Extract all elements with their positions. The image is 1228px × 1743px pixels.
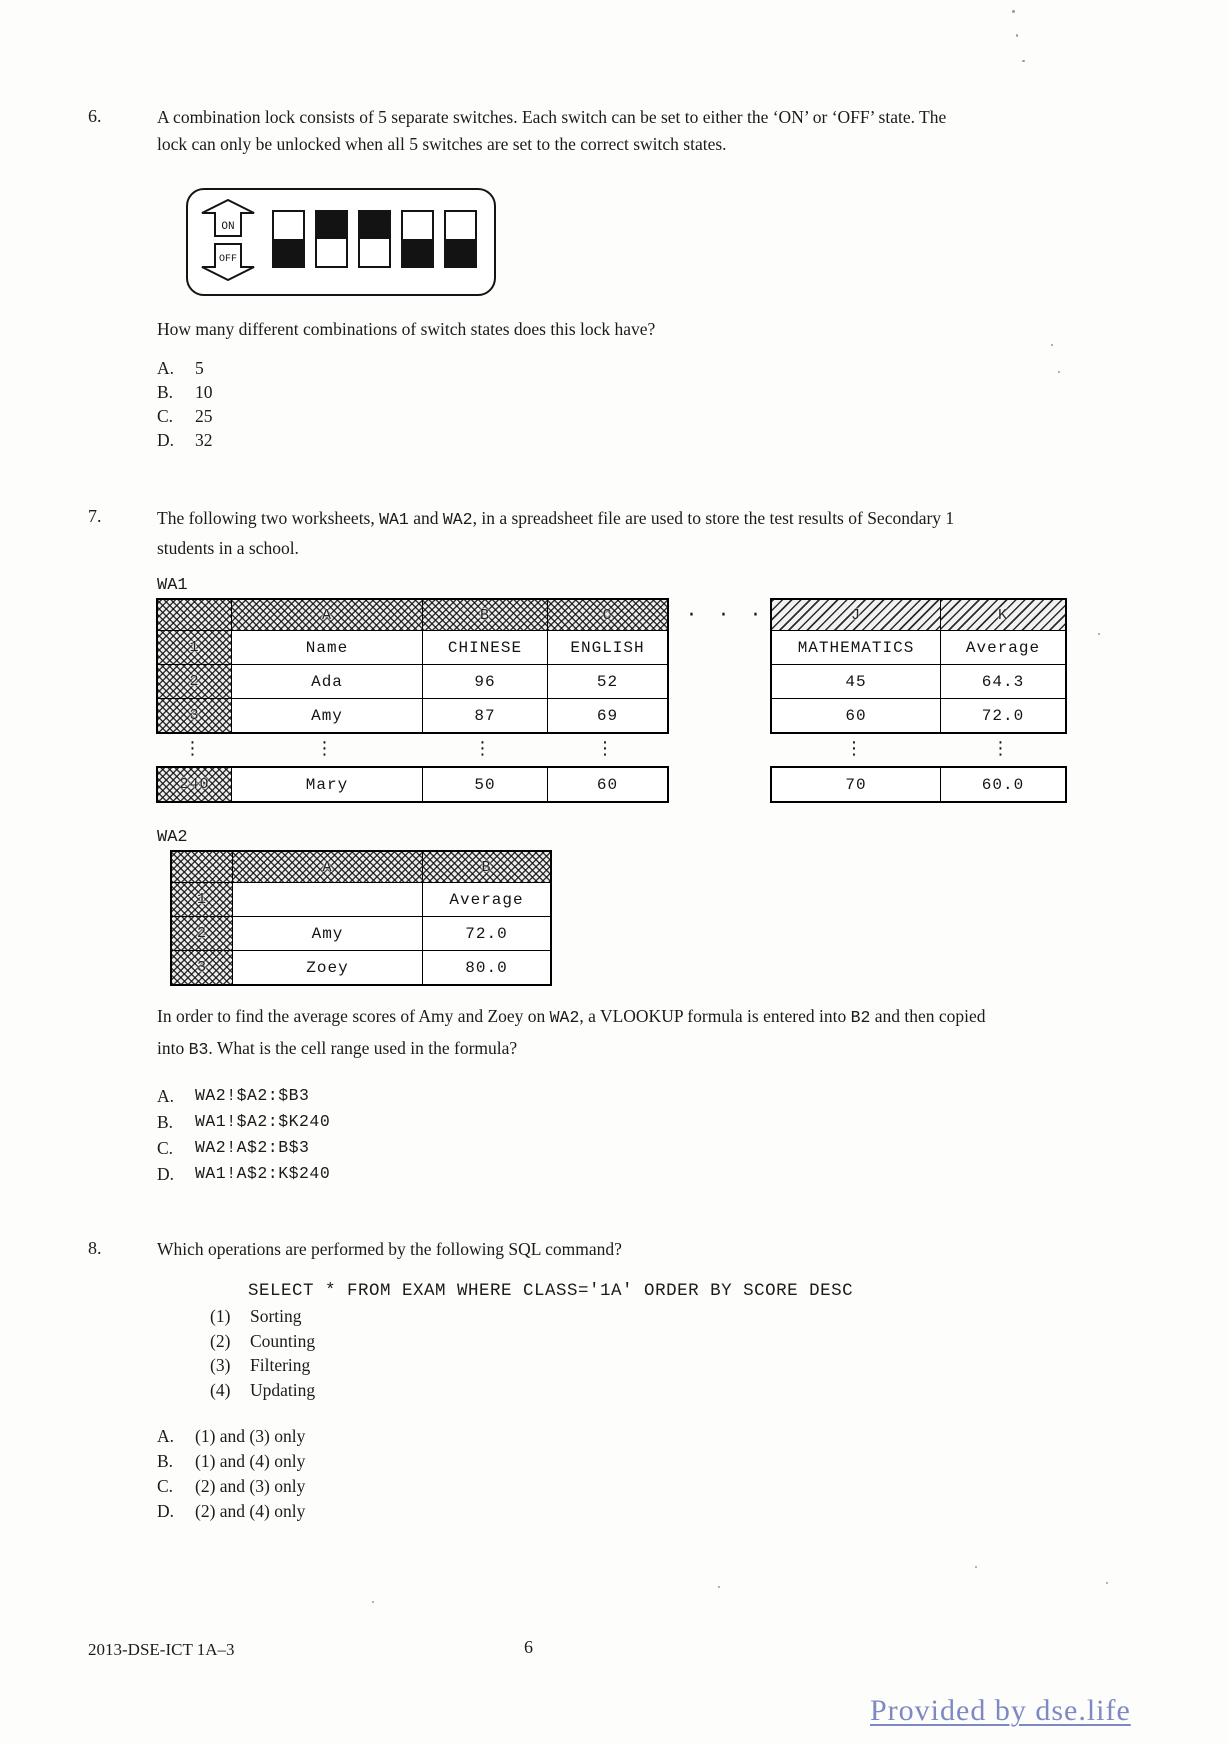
q8-options <box>157 1426 305 1526</box>
q7-question-part: , a VLOOKUP formula is entered into <box>579 1006 851 1026</box>
q8-item-2 <box>210 1331 315 1356</box>
wa1-label: WA1 <box>157 576 188 595</box>
q7-intro-part: , in a spreadsheet file are used to store the test results of Secondary 1 students in a school. <box>157 508 955 558</box>
option-text: (1) and (3) only <box>195 1426 306 1446</box>
scan-speck <box>372 1601 374 1603</box>
q7-option-d <box>157 1164 330 1190</box>
sql-command: SELECT * FROM EXAM WHERE CLASS='1A' ORDER BY SCORE DESC <box>248 1281 854 1301</box>
on-arrow-icon <box>200 198 256 238</box>
ellipsis: ⋮ <box>845 737 863 759</box>
scan-speck <box>1098 633 1100 635</box>
wa1-left-table <box>156 598 669 734</box>
wa2-table <box>170 850 552 986</box>
q8-option-a <box>157 1426 305 1451</box>
ellipsis: ⋮ <box>991 737 1010 759</box>
option-label: C. <box>157 406 174 426</box>
q6-option-c <box>157 406 213 430</box>
option-label: A. <box>157 358 175 378</box>
cell: Mary <box>231 768 422 801</box>
corner-cell <box>172 852 232 882</box>
off-label: OFF <box>218 254 238 265</box>
option-label: D. <box>157 1164 175 1184</box>
option-text: 32 <box>195 430 213 450</box>
row-header: 240 <box>158 768 231 801</box>
corner-cell <box>158 600 231 630</box>
option-label: B. <box>157 1112 174 1132</box>
switch-4 <box>401 210 434 268</box>
option-label: D. <box>157 430 175 450</box>
option-text: (2) and (4) only <box>195 1501 306 1521</box>
ellipsis: ⋮ <box>183 737 202 759</box>
col-header-j: J <box>772 600 940 630</box>
col-header-a: A <box>231 600 422 630</box>
col-header-c: C <box>547 600 667 630</box>
cell: 70 <box>845 775 867 794</box>
option-text: WA1!A$2:K$240 <box>195 1164 331 1183</box>
option-text: WA2!$A2:$B3 <box>195 1086 310 1105</box>
q8-option-b <box>157 1451 305 1476</box>
q8-number: 8. <box>88 1238 102 1258</box>
q6-question: How many different combinations of switch states does this lock have? <box>157 319 656 339</box>
scan-speck <box>975 1566 977 1568</box>
cell: 69 <box>547 698 667 732</box>
row-header: 3 <box>172 950 232 984</box>
q7-question-part: In order to find the average scores of Amy and Zoey on <box>157 1006 550 1026</box>
cell: 45 <box>772 664 940 698</box>
wa1-left-ellipsis-row <box>156 730 665 766</box>
cell: 52 <box>547 664 667 698</box>
item-number: (3) <box>210 1355 231 1375</box>
option-text: WA2!A$2:B$3 <box>195 1138 310 1157</box>
cell: 60 <box>772 698 940 732</box>
wa1-right-ellipsis-row <box>770 730 1063 766</box>
q8-item-3 <box>210 1355 315 1380</box>
scan-speck <box>1022 60 1025 62</box>
switch-2 <box>315 210 348 268</box>
provided-by-link[interactable]: Provided by dse.life <box>870 1694 1131 1727</box>
q6-option-d <box>157 430 213 454</box>
cell: 50 <box>422 768 547 801</box>
q8-option-c <box>157 1476 305 1501</box>
row-header: 2 <box>172 916 232 950</box>
q7-options <box>157 1086 330 1190</box>
cell: 60.0 <box>940 768 1065 801</box>
item-text: Counting <box>250 1330 316 1351</box>
cell: 96 <box>422 664 547 698</box>
wa2-ref: WA2 <box>549 1008 580 1027</box>
row-header: 2 <box>158 664 231 698</box>
col-header-b: B <box>422 852 550 882</box>
ellipsis: ⋮ <box>473 737 492 759</box>
col-header-a: A <box>232 852 422 882</box>
q8-items <box>210 1306 315 1404</box>
footer-page-number: 6 <box>524 1637 533 1657</box>
item-text: Updating <box>250 1379 316 1400</box>
cell-math-header: MATHEMATICS <box>772 630 940 664</box>
cell: 72.0 <box>422 916 550 950</box>
item-number: (1) <box>210 1306 231 1326</box>
cell: 64.3 <box>940 664 1065 698</box>
cell: Amy <box>231 698 422 732</box>
ellipsis: ⋮ <box>596 737 614 759</box>
wa1-right-row-240 <box>770 766 1067 803</box>
cell: Amy <box>232 916 422 950</box>
q7-option-c <box>157 1138 330 1164</box>
q7-intro-part: and <box>408 508 443 528</box>
cell-b3-ref: B3 <box>188 1040 209 1059</box>
cell-average-header: Average <box>422 882 550 916</box>
option-label: A. <box>157 1086 175 1106</box>
hidden-columns-dots: · · · <box>688 603 768 628</box>
switch-row <box>272 210 477 268</box>
q7-question-part: and then copied into <box>157 1006 986 1058</box>
option-text: WA1!$A2:$K240 <box>195 1112 331 1131</box>
option-label: B. <box>157 382 174 402</box>
q7-question <box>157 1001 987 1065</box>
q8-item-4 <box>210 1380 315 1405</box>
cell: Ada <box>231 664 422 698</box>
cell: 87 <box>422 698 547 732</box>
scan-speck <box>718 1586 720 1588</box>
q6-option-b <box>157 382 213 406</box>
row-header: 1 <box>172 882 232 916</box>
wa2-label: WA2 <box>157 828 188 847</box>
row-header: 1 <box>158 630 231 664</box>
cell-name-header: Name <box>231 630 422 664</box>
scan-speck <box>1051 344 1053 346</box>
q8-option-d <box>157 1501 305 1526</box>
col-header-b: B <box>422 600 547 630</box>
cell: 80.0 <box>422 950 550 984</box>
cell: 72.0 <box>940 698 1065 732</box>
option-text: (2) and (3) only <box>195 1476 306 1496</box>
cell: 60 <box>547 768 667 801</box>
cell <box>232 882 422 916</box>
q7-intro <box>157 504 977 563</box>
q6-options <box>157 358 213 454</box>
on-label: ON <box>221 221 235 233</box>
scan-speck <box>1058 371 1060 373</box>
q6-option-a <box>157 358 213 382</box>
option-text: (1) and (4) only <box>195 1451 306 1471</box>
q7-number: 7. <box>88 506 102 526</box>
wa1-right-table <box>770 598 1067 734</box>
switch-1 <box>272 210 305 268</box>
q7-question-part: . What is the cell range used in the formula? <box>208 1038 518 1058</box>
lock-diagram <box>186 188 496 296</box>
ellipsis: ⋮ <box>315 737 334 759</box>
q8-text: Which operations are performed by the following SQL command? <box>157 1239 622 1259</box>
wa1-left-row-240 <box>156 766 669 803</box>
item-number: (2) <box>210 1330 231 1351</box>
option-text: 10 <box>195 382 213 402</box>
col-header-k: K <box>940 600 1065 630</box>
q7-intro-part: The following two worksheets, <box>157 508 380 528</box>
wa2-ref: WA2 <box>442 510 473 529</box>
q8-item-1 <box>210 1306 315 1331</box>
item-text: Filtering <box>250 1355 311 1375</box>
scan-speck <box>1012 10 1015 13</box>
item-number: (4) <box>210 1379 231 1400</box>
scan-speck <box>1106 1582 1108 1584</box>
option-label: B. <box>157 1451 174 1471</box>
off-arrow-icon <box>200 242 256 282</box>
wa1-ref: WA1 <box>379 510 409 529</box>
switch-3 <box>358 210 391 268</box>
row-header: 3 <box>158 698 231 732</box>
scan-speck <box>1016 34 1018 37</box>
provided-by-watermark <box>870 1694 1131 1728</box>
cell-average-header: Average <box>940 630 1065 664</box>
cell-english-header: ENGLISH <box>547 630 667 664</box>
option-label: A. <box>157 1426 175 1446</box>
option-text: 5 <box>195 358 204 378</box>
option-label: C. <box>157 1476 174 1496</box>
cell: Zoey <box>232 950 422 984</box>
switch-5 <box>444 210 477 268</box>
q6-number: 6. <box>88 106 102 126</box>
cell-b2-ref: B2 <box>850 1008 871 1027</box>
q7-option-b <box>157 1112 330 1138</box>
cell-chinese-header: CHINESE <box>422 630 547 664</box>
footer-paper-code: 2013-DSE-ICT 1A–3 <box>88 1640 235 1659</box>
q6-text: A combination lock consists of 5 separate switches. Each switch can be set to either the ‘ON’ or ‘OFF’ state. The lock can only be unlocked when all 5 switches are set to the correct switch states. <box>157 107 947 154</box>
option-label: C. <box>157 1138 174 1158</box>
item-text: Sorting <box>250 1306 302 1326</box>
option-label: D. <box>157 1501 175 1521</box>
q7-option-a <box>157 1086 330 1112</box>
option-text: 25 <box>195 406 213 426</box>
